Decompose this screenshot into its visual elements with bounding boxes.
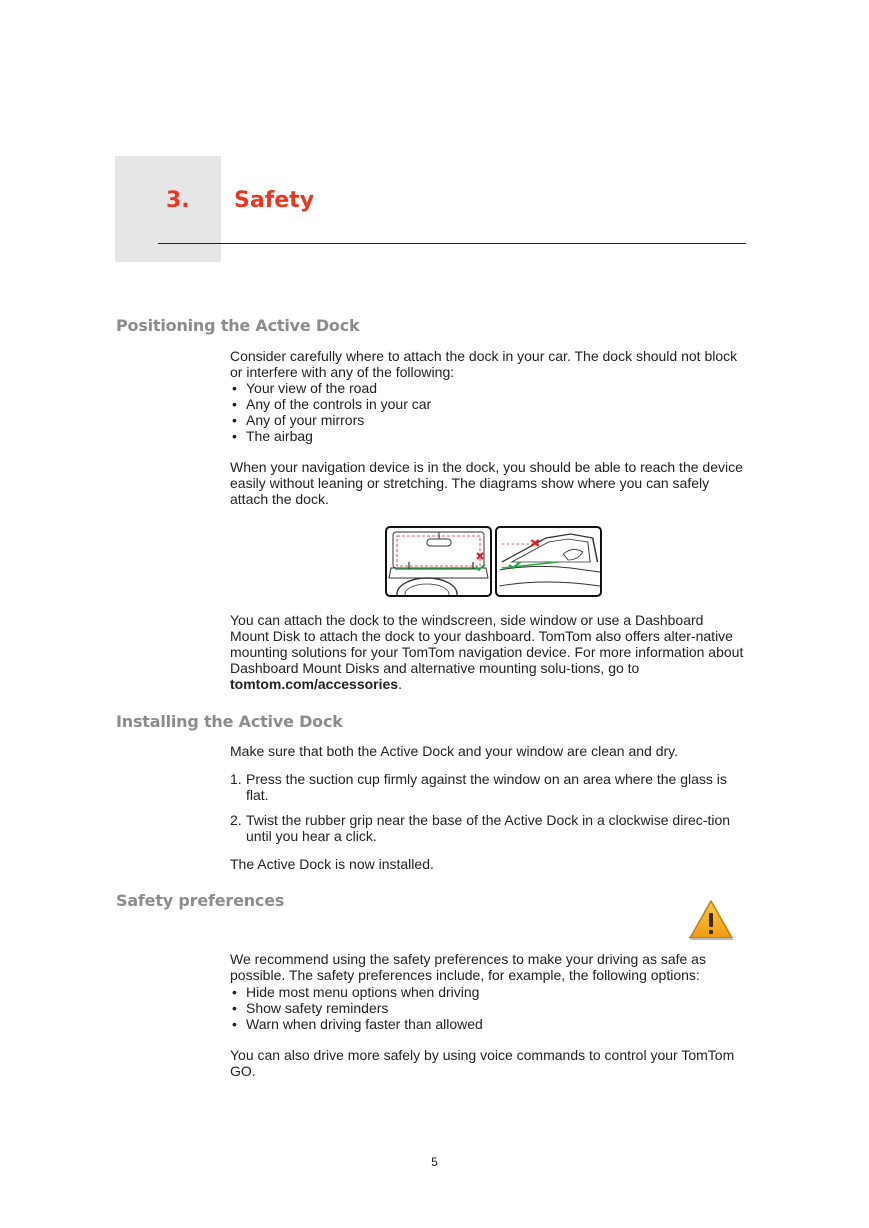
- positioning-reach-paragraph: When your navigation device is in the dock, you should be able to reach the device easily without leaning or stretching. The diagrams show where you can safely attach the dock.: [230, 459, 743, 507]
- list-item: • Hide most menu options when driving: [230, 984, 483, 1000]
- mounting-options-paragraph: [230, 612, 746, 692]
- step-text: Press the suction cup firmly against the window on an area where the glass is flat.: [246, 771, 727, 803]
- mounting-options-end: .: [398, 676, 402, 692]
- list-item: • Any of your mirrors: [230, 412, 431, 428]
- step-text: Twist the rubber grip near the base of the Active Dock in a clockwise direc-tion until you hear a click.: [246, 812, 731, 844]
- side-window-diagram: [495, 526, 602, 597]
- section-heading-installing: Installing the Active Dock: [116, 712, 343, 731]
- installing-outro: The Active Dock is now installed.: [230, 856, 434, 872]
- install-step-2: [230, 812, 746, 844]
- step-number: 2.: [230, 812, 242, 828]
- list-item: • The airbag: [230, 428, 431, 444]
- install-step-1: [230, 771, 746, 803]
- list-item: • Show safety reminders: [230, 1000, 483, 1016]
- step-number: 1.: [230, 771, 242, 787]
- mounting-options-text: You can attach the dock to the windscreen, side window or use a Dashboard Mount Disk to attach the dock to your dashboard. TomTom also offers alter-native mounting solutions for your TomTom navigation device. For more information about Dashboard Mount Disks and alternative mounting solu-tions, go to: [230, 612, 744, 676]
- section-heading-safety-preferences: Safety preferences: [116, 891, 285, 910]
- positioning-intro: Consider carefully where to attach the dock in your car. The dock should not block or interfere with any of the following:: [230, 348, 738, 380]
- chapter-title: Safety: [234, 188, 315, 213]
- chapter-divider: [158, 243, 746, 244]
- list-item: • Any of the controls in your car: [230, 396, 431, 412]
- accessories-link[interactable]: tomtom.com/accessories: [230, 676, 399, 692]
- list-item: • Your view of the road: [230, 380, 431, 396]
- section-heading-positioning: Positioning the Active Dock: [116, 316, 360, 335]
- installing-intro: Make sure that both the Active Dock and your window are clean and dry.: [230, 743, 678, 759]
- warning-triangle-icon: [688, 898, 734, 942]
- chapter-number: 3.: [166, 188, 190, 213]
- list-item: • Warn when driving faster than allowed: [230, 1016, 483, 1032]
- windscreen-diagram: [385, 526, 492, 597]
- safety-preferences-intro: We recommend using the safety preferences to make your driving as safe as possible. The safety preferences include, for example, the following options:: [230, 951, 706, 983]
- positioning-bullet-list: [230, 380, 431, 444]
- safety-preferences-list: [230, 984, 483, 1032]
- voice-commands-paragraph: You can also drive more safely by using voice commands to control your TomTom GO.: [230, 1047, 735, 1079]
- page-number: 5: [431, 1155, 438, 1169]
